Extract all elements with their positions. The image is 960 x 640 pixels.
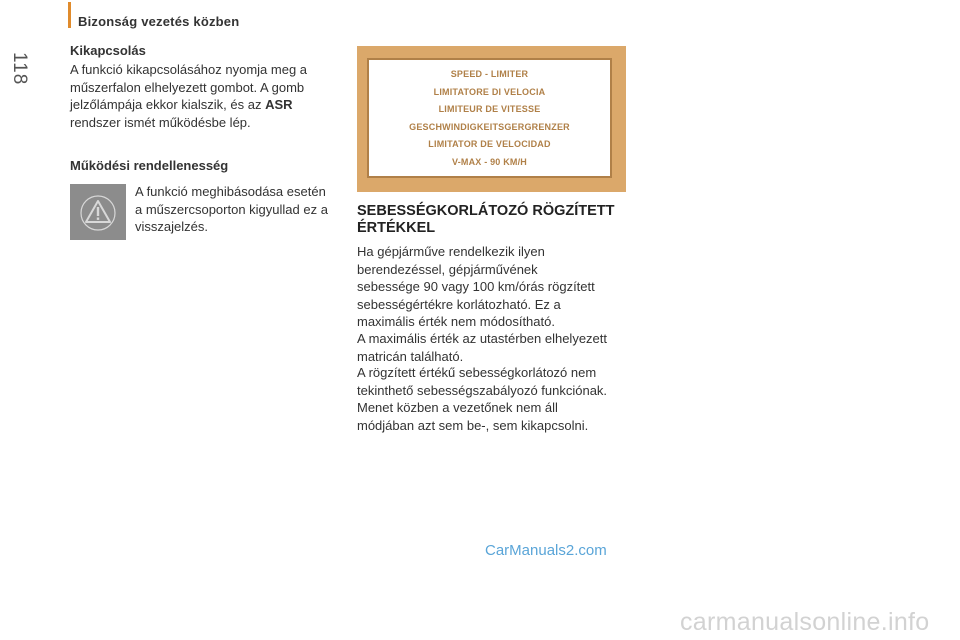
kikapcsolas-title: Kikapcsolás — [70, 43, 146, 58]
kikapcsolas-paragraph — [70, 61, 307, 131]
text-line: matricán található. — [357, 348, 464, 364]
sticker-line: LIMITEUR DE VITESSE — [438, 104, 541, 114]
watermark-link[interactable]: CarManuals2.com — [485, 542, 607, 559]
header-accent-bar — [68, 2, 71, 28]
text-line: A funkció kikapcsolásához nyomja meg a — [70, 62, 308, 77]
text-line: a műszercsoporton kigyullad ez a — [135, 201, 328, 217]
paragraph-2 — [357, 330, 607, 365]
text-line: műszerfalon elhelyezett gombot. A gomb — [70, 79, 305, 95]
section-title-line: ÉRTÉKKEL — [357, 220, 436, 236]
text-line: rendszer ismét működésbe lép. — [70, 114, 251, 130]
malfunction-title: Működési rendellenesség — [70, 158, 229, 173]
text-line: maximális érték nem módosítható. — [357, 314, 555, 329]
text-line — [70, 96, 307, 114]
section-title — [357, 203, 615, 237]
paragraph-3 — [357, 364, 607, 434]
paragraph-1 — [357, 243, 595, 331]
text-line: Ha gépjárműve rendelkezik ilyen — [357, 244, 545, 259]
warning-triangle-icon — [70, 184, 126, 240]
asr-term: ASR — [265, 97, 293, 112]
sticker-line: GESCHWINDIGKEITSGERGRENZER — [409, 121, 570, 132]
section-title-line: SEBESSÉGKORLÁTOZÓ RÖGZÍTETT — [357, 203, 615, 219]
header-title: Bizonság vezetés közben — [78, 14, 240, 29]
text-line: visszajelzés. — [135, 219, 208, 234]
text-line: tekinthető sebességszabályozó funkciónak. — [357, 382, 608, 398]
footer-watermark: carmanualsonline.info — [680, 608, 930, 636]
text-line: A funkció meghibásodása esetén — [135, 184, 326, 199]
text-line: A maximális érték az utastérben elhelyezett — [357, 331, 608, 346]
text-line: Menet közben a vezetőnek nem áll — [357, 400, 558, 415]
sticker-line: LIMITATOR DE VELOCIDAD — [428, 139, 551, 149]
sticker-label — [367, 58, 612, 178]
sticker-line: SPEED - LIMITER — [450, 69, 529, 79]
sticker-line: V-MAX - 90 KM/H — [451, 156, 527, 167]
malfunction-paragraph — [135, 183, 328, 236]
text-line: berendezéssel, gépjárművének — [357, 261, 538, 277]
text-line: módjában azt sem be-, sem kikapcsolni. — [357, 417, 589, 433]
text-fragment: jelzőlámpája ekkor kialszik, és az — [70, 97, 262, 112]
page-number: 118 — [9, 52, 30, 86]
text-line: sebessége 90 vagy 100 km/órás rögzített — [357, 279, 595, 294]
speed-limiter-sticker — [357, 46, 626, 192]
text-line: sebességértékre korlátozható. Ez a — [357, 296, 561, 312]
warning-lamp-tile — [70, 184, 126, 240]
text-line: A rögzített értékű sebességkorlátozó nem — [357, 365, 597, 380]
sticker-line: LIMITATORE DI VELOCIA — [433, 86, 546, 97]
